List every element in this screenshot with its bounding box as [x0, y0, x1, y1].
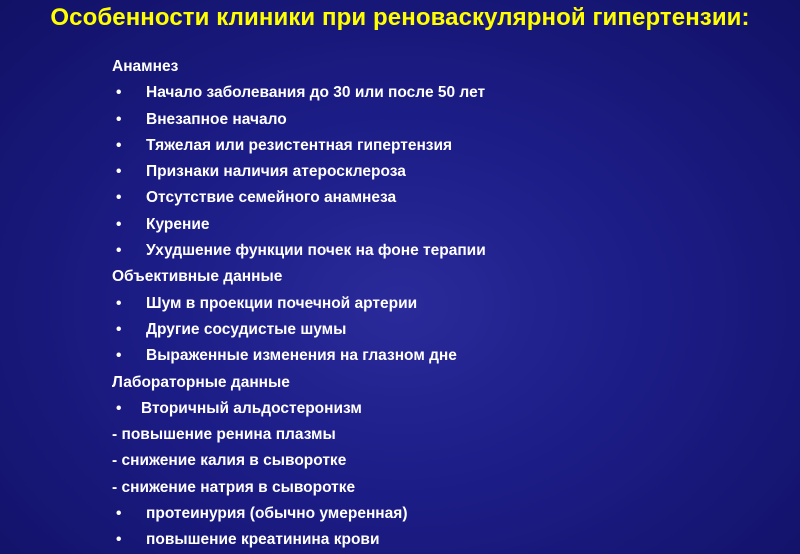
- bullet-icon: •: [116, 531, 122, 549]
- list-item-text: Тяжелая или резистентная гипертензия: [146, 136, 453, 154]
- bullet-icon: •: [116, 242, 122, 260]
- bullet-icon: •: [116, 136, 122, 154]
- list-item: [112, 396, 762, 422]
- slide-title: Особенности клиники при реноваскулярной гипертензии:: [50, 4, 750, 31]
- section-heading-laboratory: Лабораторные данные: [112, 373, 290, 391]
- list-item-text: Признаки наличия атеросклероза: [146, 163, 406, 181]
- list-item-text: Другие сосудистые шумы: [146, 320, 347, 338]
- bullet-icon: •: [116, 84, 122, 102]
- list-item: [112, 527, 762, 553]
- bullet-icon: •: [116, 347, 122, 365]
- list-item: [112, 501, 762, 527]
- list-item: [112, 185, 762, 211]
- list-item-text: протеинурия (обычно умеренная): [146, 505, 408, 523]
- bullet-icon: •: [116, 294, 122, 312]
- list-item: [112, 238, 762, 264]
- list-item-text: Ухудшение функции почек на фоне терапии: [146, 242, 486, 260]
- slide-content: [112, 54, 762, 554]
- list-item: [112, 159, 762, 185]
- list-item-text: Начало заболевания до 30 или после 50 лет: [146, 84, 486, 102]
- list-item: [112, 291, 762, 317]
- list-item: [112, 80, 762, 106]
- bullet-icon: •: [116, 215, 122, 233]
- list-item-text: Выраженные изменения на глазном дне: [146, 347, 457, 365]
- section-heading-objective: Объективные данные: [112, 268, 283, 286]
- list-item: [112, 343, 762, 369]
- bullet-icon: •: [116, 110, 122, 128]
- list-item-text: Шум в проекции почечной артерии: [146, 294, 418, 312]
- bullet-icon: •: [116, 505, 122, 523]
- list-item-text: Внезапное начало: [146, 110, 287, 128]
- section-heading-anamnesis: Анамнез: [112, 58, 179, 75]
- dash-item: - снижение калия в сыворотке: [112, 452, 347, 470]
- list-item-text: Курение: [146, 215, 210, 233]
- bullet-icon: •: [116, 189, 122, 207]
- list-item: [112, 212, 762, 238]
- bullet-icon: •: [116, 320, 122, 338]
- list-item: [112, 107, 762, 133]
- dash-item: - повышение ренина плазмы: [112, 426, 336, 444]
- bullet-icon: •: [116, 399, 122, 417]
- bullet-icon: •: [116, 163, 122, 181]
- list-item: [112, 133, 762, 159]
- list-item: [112, 317, 762, 343]
- list-item-text: Вторичный альдостеронизм: [141, 399, 362, 417]
- list-item-text: Отсутствие семейного анамнеза: [146, 189, 397, 207]
- list-item-text: повышение креатинина крови: [146, 531, 380, 549]
- dash-item: - снижение натрия в сыворотке: [112, 478, 356, 496]
